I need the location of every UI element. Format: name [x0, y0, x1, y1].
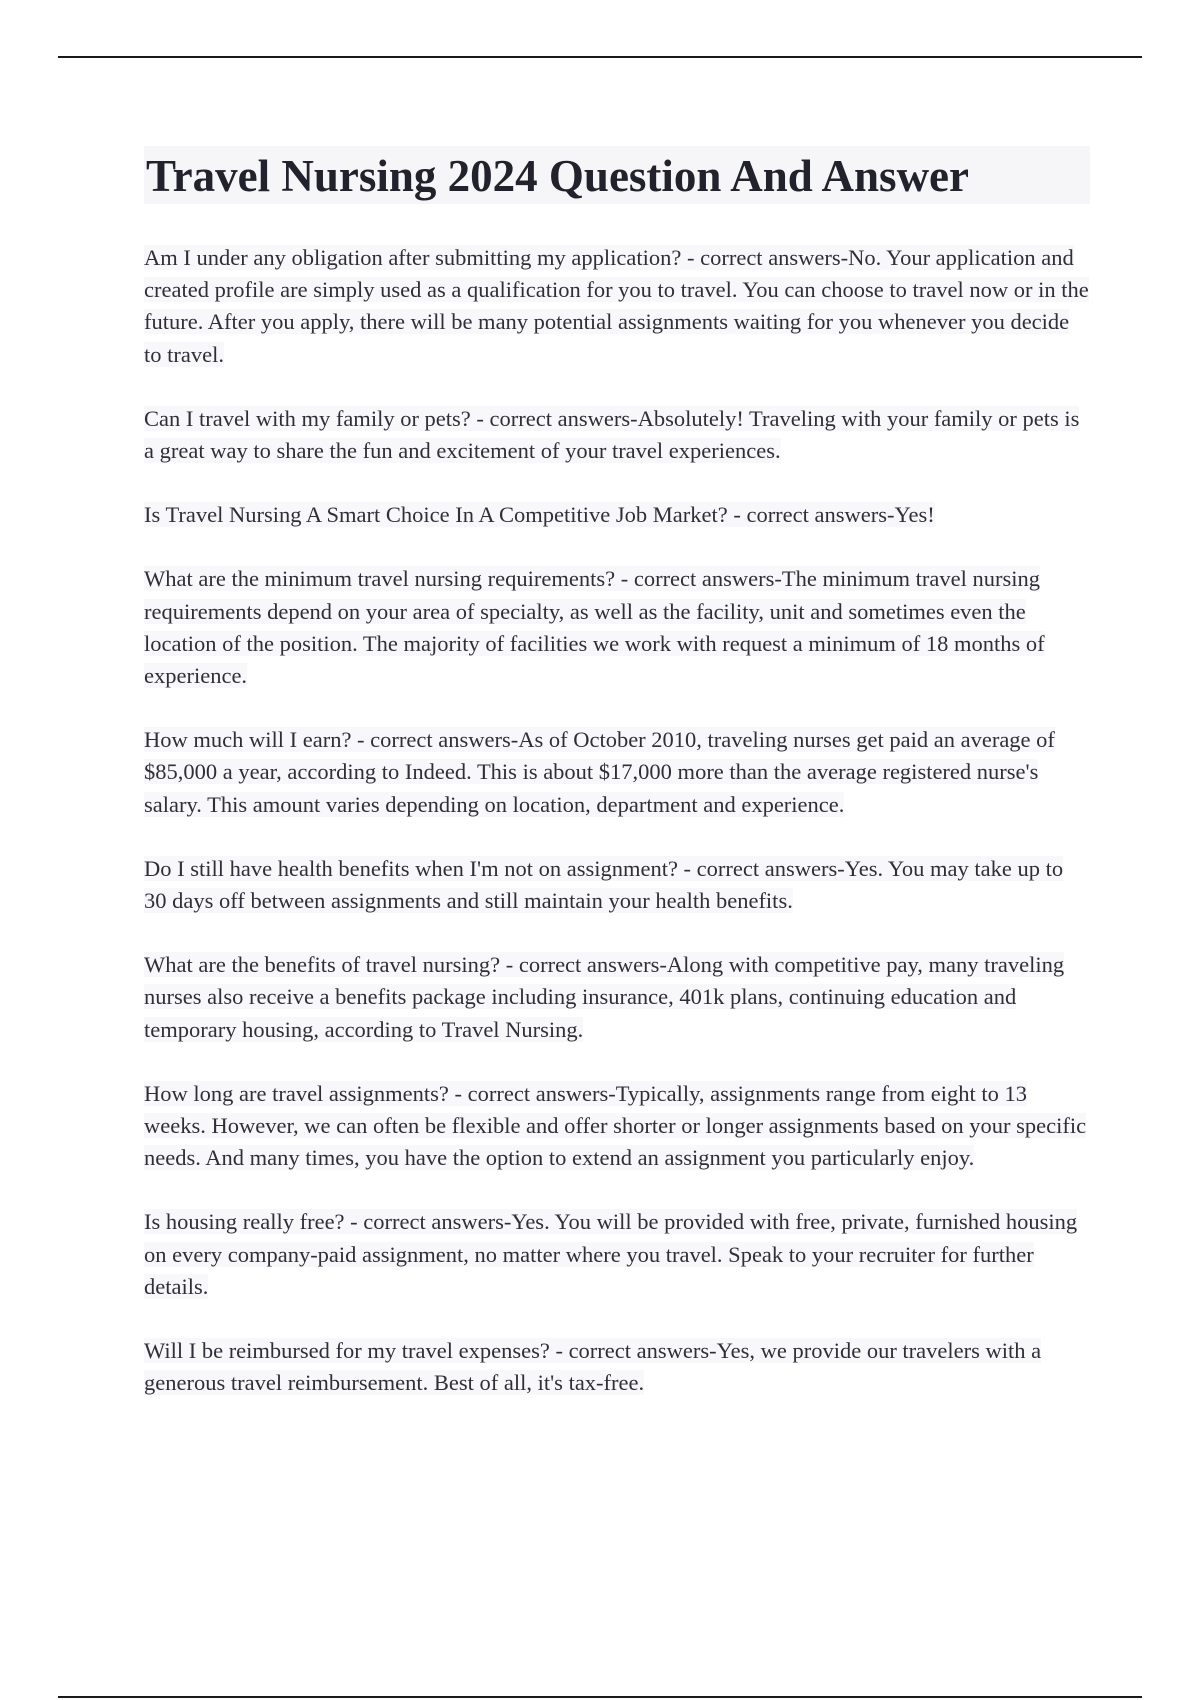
- qa-item-text: How much will I earn? - correct answers-As of October 2010, traveling nurses get paid an average of $85,000 a year, according to Indeed. This is about $17,000 more than the average registered nurse's salary. This amount varies depending on location, department and experience.: [144, 727, 1055, 817]
- qa-item: [144, 853, 1090, 917]
- qa-item: [144, 949, 1090, 1046]
- qa-item: [144, 1078, 1090, 1175]
- qa-item: [144, 403, 1090, 467]
- qa-item: [144, 724, 1090, 821]
- qa-item: [144, 563, 1090, 692]
- qa-item-text: Can I travel with my family or pets? - correct answers-Absolutely! Traveling with your family or pets is a great way to share the fun and excitement of your travel experiences.: [144, 405, 1080, 464]
- document-page: [144, 146, 1090, 1431]
- qa-item: [144, 1335, 1090, 1399]
- qa-item-text: Am I under any obligation after submitting my application? - correct answers-No. Your application and created profile are simply used as a qualification for you to travel. You can choose to travel now or in the future. After you apply, there will be many potential assignments waiting for you whenever you decide to travel.: [144, 245, 1089, 367]
- qa-item: [144, 499, 1090, 531]
- qa-list: [144, 242, 1090, 1399]
- qa-item-text: Will I be reimbursed for my travel expenses? - correct answers-Yes, we provide our travelers with a generous travel reimbursement. Best of all, it's tax-free.: [144, 1338, 1042, 1396]
- qa-item-text: Do I still have health benefits when I'm not on assignment? - correct answers-Yes. You may take up to 30 days off between assignments and still maintain your health benefits.: [144, 855, 1064, 914]
- qa-item-text: What are the minimum travel nursing requirements? - correct answers-The minimum travel nursing requirements depend on your area of specialty, as well as the facility, unit and sometimes even the location of the position. The majority of facilities we work with request a minimum of 18 months of experience.: [144, 566, 1045, 689]
- qa-item: [144, 242, 1090, 371]
- top-rule: [58, 56, 1142, 58]
- qa-item-text: What are the benefits of travel nursing? - correct answers-Along with competitive pay, many traveling nurses also receive a benefits package including insurance, 401k plans, continuing education and temporary housing, according to Travel Nursing.: [144, 952, 1065, 1042]
- qa-item-text: How long are travel assignments? - correct answers-Typically, assignments range from eight to 13 weeks. However, we can often be flexible and offer shorter or longer assignments based on your specific needs. And many times, you have the option to extend an assignment you particularly enjoy.: [144, 1080, 1087, 1171]
- bottom-rule: [58, 1696, 1142, 1698]
- qa-item-text: Is Travel Nursing A Smart Choice In A Competitive Job Market? - correct answers-Yes!: [144, 502, 935, 528]
- qa-item-text: Is housing really free? - correct answers-Yes. You will be provided with free, private, furnished housing on every company-paid assignment, no matter where you travel. Speak to your recruiter for further details.: [144, 1209, 1078, 1299]
- document-title: Travel Nursing 2024 Question And Answer: [144, 146, 1090, 204]
- qa-item: [144, 1206, 1090, 1303]
